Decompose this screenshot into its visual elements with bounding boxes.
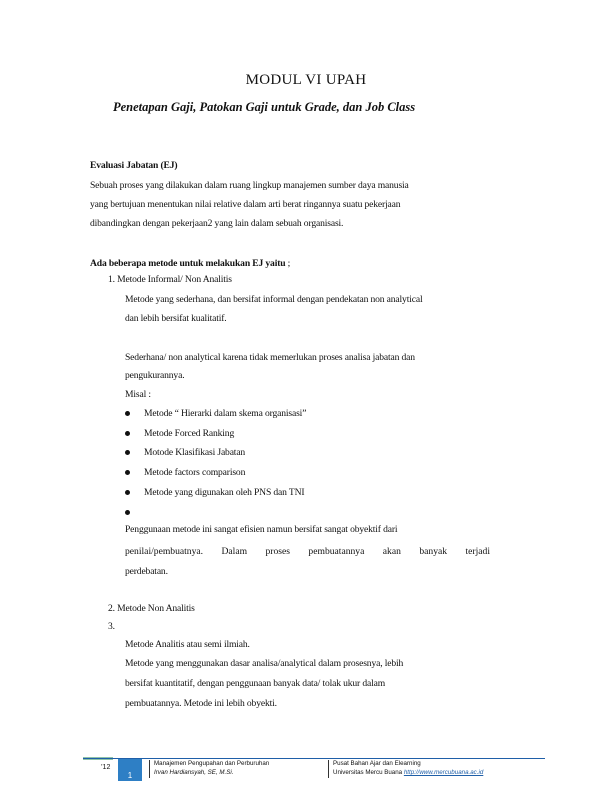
bullet-icon bbox=[125, 411, 130, 416]
bullet-icon bbox=[125, 490, 130, 495]
list-item: Metode factors comparison bbox=[144, 467, 246, 478]
footer-course: Manajemen Pengupahan dan Perburuhan bbox=[154, 760, 270, 767]
list-item-1: 1. Metode Informal/ Non Analitis bbox=[108, 274, 232, 285]
word: banyak bbox=[419, 546, 448, 557]
list-item: Motode Klasifikasi Jabatan bbox=[144, 447, 246, 458]
paragraph-line: Penggunaan metode ini sangat efisien namun bersifat sangat obyektif dari bbox=[125, 524, 398, 535]
paragraph-line: Metode Analitis atau semi ilmiah. bbox=[125, 639, 250, 650]
paragraph-line: bersifat kuantitatif, dengan penggunaan banyak data/ tolak ukur dalam bbox=[125, 678, 386, 689]
bullet-icon bbox=[125, 431, 130, 436]
word: Dalam bbox=[221, 546, 248, 557]
footer-center: Pusat Bahan Ajar dan Elearning bbox=[333, 760, 421, 767]
page-title: MODUL VI UPAH bbox=[245, 72, 367, 88]
footer-author: Irvan Hardiansyah, SE, M.Si. bbox=[154, 769, 234, 776]
footer-university-line bbox=[333, 769, 483, 776]
paragraph-line: dibandingkan dengan pekerjaan2 yang lain dalam sebuah organisasi. bbox=[90, 218, 344, 229]
paragraph-line: pengukurannya. bbox=[125, 370, 185, 381]
word: terjadi bbox=[465, 546, 490, 557]
paragraph-line: Sederhana/ non analytical karena tidak memerlukan proses analisa jabatan dan bbox=[125, 352, 415, 363]
list-item: Metode “ Hierarki dalam skema organisasi” bbox=[144, 408, 307, 419]
section-heading-rest: ; bbox=[285, 258, 291, 269]
footer-university: Universitas Mercu Buana bbox=[333, 769, 403, 776]
paragraph-line: yang bertujuan menentukan nilai relative dalam arti berat ringannya suatu pekerjaan bbox=[90, 199, 401, 210]
word: proses bbox=[265, 546, 290, 557]
paragraph-line: dan lebih bersifat kualitatif. bbox=[125, 313, 227, 324]
list-item: Metode Forced Ranking bbox=[144, 428, 235, 439]
paragraph-line: Metode yang sederhana, dan bersifat informal dengan pendekatan non analytical bbox=[125, 294, 423, 305]
misal-label: Misal : bbox=[125, 389, 151, 400]
list-item-2: 2. Metode Non Analitis bbox=[108, 603, 195, 614]
list-item-3: 3. bbox=[108, 621, 115, 632]
paragraph-line: Metode yang menggunakan dasar analisa/analytical dalam prosesnya, lebih bbox=[125, 658, 404, 669]
word: pembuatannya bbox=[308, 546, 365, 557]
footer-separator bbox=[149, 760, 150, 778]
footer-page-number: 1 bbox=[118, 759, 142, 781]
word: penilai/pembuatnya. bbox=[125, 546, 204, 557]
footer-year: ’12 bbox=[101, 764, 111, 771]
footer-separator bbox=[328, 760, 329, 778]
word: akan bbox=[382, 546, 401, 557]
section-heading-evaluasi: Evaluasi Jabatan (EJ) bbox=[90, 160, 178, 171]
bullet-icon bbox=[125, 510, 130, 515]
footer-divider bbox=[83, 758, 545, 759]
paragraph-line: pembuatannya. Metode ini lebih obyekti. bbox=[125, 698, 277, 709]
section-heading-metode bbox=[90, 258, 290, 269]
bullet-icon bbox=[125, 450, 130, 455]
bullet-icon bbox=[125, 470, 130, 475]
footer-url-link[interactable]: http://www.mercubuana.ac.id bbox=[403, 769, 484, 776]
section-heading-bold: Ada beberapa metode untuk melakukan EJ yaitu bbox=[90, 258, 286, 269]
paragraph-line: perdebatan. bbox=[125, 566, 168, 577]
paragraph-line: Sebuah proses yang dilakukan dalam ruang lingkup manajemen sumber daya manusia bbox=[90, 180, 409, 191]
paragraph-line-justified bbox=[125, 546, 490, 557]
page-subtitle: Penetapan Gaji, Patokan Gaji untuk Grade, dan Job Class bbox=[113, 100, 416, 114]
list-item: Metode yang digunakan oleh PNS dan TNI bbox=[144, 487, 305, 498]
